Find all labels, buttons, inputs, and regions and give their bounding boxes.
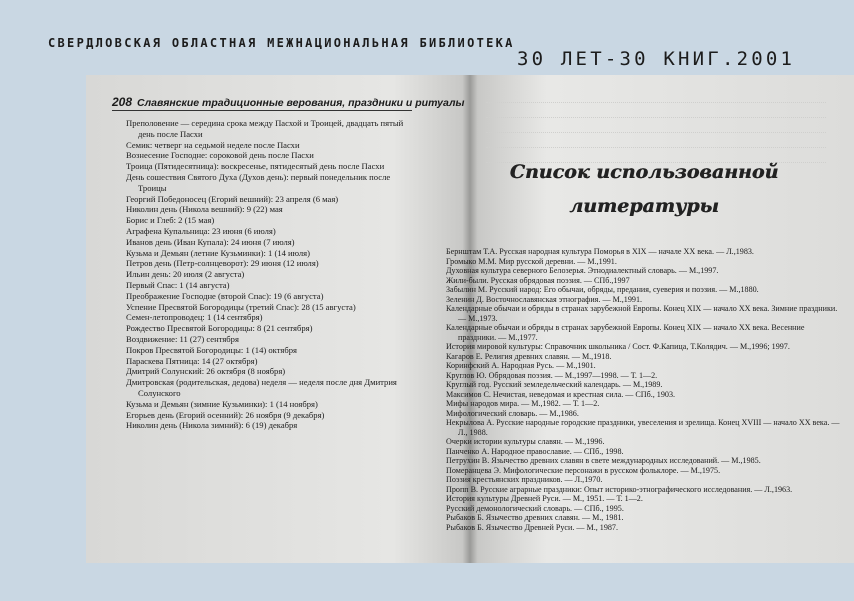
- reference-item: Очерки истории культуры славян. — М.,1996.: [446, 437, 605, 446]
- series-title: 30 ЛЕТ-30 КНИГ.2001: [517, 48, 796, 70]
- calendar-entry: Борис и Глеб: 2 (15 мая): [126, 215, 215, 226]
- calendar-entry: Дмитровская (родительская, дедова) неделя — неделя после дня Дмитрия Солунского: [126, 377, 397, 398]
- title-line-1: Список использованной: [509, 161, 779, 183]
- calendar-entry: День сошествия Святого Духа (Духов день): первый понедельник после Троицы: [126, 171, 391, 193]
- book-spread: [86, 75, 854, 563]
- running-head-text: Славянские традиционные верования, праздники и ритуалы: [137, 97, 465, 109]
- calendar-entry: Первый Спас: 1 (14 августа): [126, 279, 230, 290]
- calendar-entry: Рождество Пресвятой Богородицы: 8 (21 сентября): [126, 323, 313, 334]
- calendar-entry: Преполовение — середина срока между Пасхой и Троицей, двадцать пятый день после Пасхи: [126, 118, 404, 139]
- calendar-entry: Семик: четверг на седьмой неделе после Пасхи: [126, 139, 300, 150]
- calendar-entry: Иванов день (Иван Купала): 24 июня (7 июля): [126, 236, 295, 247]
- reference-item: Некрылова А. Русские народные городские праздники, увеселения и зрелища. Конец XVIII — начало XX века. — Л., 1988.: [446, 418, 840, 437]
- calendar-entries: [126, 118, 418, 431]
- calendar-entry: Успение Пресвятой Богородицы (третий Спас): 28 (15 августа): [126, 301, 356, 312]
- calendar-entry: Воздвижение: 11 (27) сентября: [126, 333, 239, 344]
- library-name: СВЕРДЛОВСКАЯ ОБЛАСТНАЯ МЕЖНАЦИОНАЛЬНАЯ БИБЛИОТЕКА: [48, 36, 515, 50]
- reference-item: Коринфский А. Народная Русь. — М.,1901.: [446, 361, 596, 370]
- calendar-entry: Николин день (Никола зимний): 6 (19) декабря: [126, 420, 298, 431]
- reference-item: Померанцева Э. Мифологические персонажи в русском фольклоре. — М.,1975.: [446, 465, 721, 475]
- reference-item: Календарные обычаи и обряды в странах зарубежной Европы. Конец XIX — начало XX века. Весенние праздники. — М.,1977.: [446, 323, 805, 342]
- reference-item: История культуры Древней Руси. — М., 1951. — Т. 1—2.: [446, 494, 643, 503]
- reference-item: Мифы народов мира. — М.,1982. — Т. 1—2.: [446, 399, 600, 408]
- reference-item: Максимов С. Нечистая, неведомая и крестная сила. — СПб., 1903.: [446, 389, 676, 399]
- reference-item: Круглый год. Русский земледельческий календарь. — М.,1989.: [446, 380, 663, 389]
- calendar-entry: Кузьма и Демьян (летние Кузьминки): 1 (14 июля): [126, 247, 310, 258]
- right-page: [426, 75, 854, 563]
- calendar-entry: Николин день (Никола вешний): 9 (22) мая: [126, 204, 283, 215]
- running-head: [112, 95, 465, 111]
- calendar-entry: Преображение Господне (второй Спас): 19 (6 августа): [126, 290, 324, 301]
- reference-item: Мифологический словарь. — М.,1986.: [446, 408, 579, 418]
- reference-item: Зеленин Д. Восточнославянская этнография. — М.,1991.: [446, 294, 643, 304]
- reference-item: Петрухин В. Язычество древних славян в свете международных исследований. — М.,1985.: [446, 456, 761, 465]
- reference-item: Громыко М.М. Мир русской деревни. — М.,1991.: [446, 256, 617, 266]
- reference-item: Бернштам Т.А. Русская народная культура Поморья в XIX — начале XX века. — Л.,1983.: [446, 247, 754, 256]
- title-line-2: литературы: [569, 195, 719, 217]
- reference-list: [446, 247, 841, 532]
- calendar-entry: Покров Пресвятой Богородицы: 1 (14) октября: [126, 344, 297, 355]
- calendar-entry: Кузьма и Демьян (зимние Кузьминки): 1 (14 ноября): [126, 398, 318, 409]
- reference-item: Духовная культура северного Белозерья. Этнодиалектный словарь. — М.,1997.: [446, 266, 719, 275]
- reference-item: Круглов Ю. Обрядовая поэзия. — М.,1997—1998. — Т. 1—2.: [446, 370, 658, 380]
- reference-item: Рыбаков Б. Язычество Древней Руси. — М., 1987.: [446, 522, 618, 532]
- calendar-entry: Аграфена Купальница: 23 июня (6 июля): [126, 225, 276, 236]
- reference-item: Забылин М. Русский народ: Его обычаи, обряды, предания, суеверия и поэзия. — М.,1880.: [446, 285, 759, 294]
- calendar-entry: Параскева Пятница: 14 (27 октября): [126, 355, 258, 366]
- reference-item: Календарные обычаи и обряды в странах зарубежной Европы. Конец XIX — начало XX века. Зимние праздники. — М.,1973.: [446, 304, 838, 323]
- reference-item: Рыбаков Б. Язычество древних славян. — М., 1981.: [446, 513, 624, 522]
- reference-item: Панченко А. Народное православие. — СПб., 1998.: [446, 446, 624, 456]
- reference-item: Русский демонологический словарь. — СПб., 1995.: [446, 503, 624, 513]
- calendar-entry: Вознесение Господне: сороковой день после Пасхи: [126, 150, 314, 161]
- calendar-entry: Егорьев день (Егорий осенний): 26 ноября (9 декабря): [126, 409, 325, 420]
- calendar-entry: Семен-летопроводец: 1 (14 сентября): [126, 312, 263, 323]
- reference-item: Пропп В. Русские аграрные праздники: Опыт историко-этнографического исследования. — Л.,1963.: [446, 484, 793, 494]
- reference-item: Жили-были. Русская обрядовая поэзия. — СПб.,1997: [446, 275, 630, 285]
- page-number: 208: [112, 95, 133, 109]
- reference-item: Кагаров Е. Религия древних славян. — М.,1918.: [446, 351, 612, 361]
- reference-item: История мировой культуры: Справочник школьника / Сост. Ф.Капица, Т.Колядич. — М.,1996; 1997.: [446, 342, 790, 351]
- calendar-entry: Троица (Пятидесятница): воскресенье, пятидесятый день после Пасхи: [126, 161, 385, 172]
- calendar-entry: Георгий Победоносец (Егорий вешний): 23 апреля (6 мая): [126, 193, 339, 204]
- left-page: [86, 75, 465, 563]
- calendar-entry: Дмитрий Солунский: 26 октября (8 ноября): [126, 366, 286, 377]
- reference-item: Поэзия крестьянских праздников. — Л.,1970.: [446, 475, 603, 484]
- bibliography-title: [484, 155, 804, 223]
- calendar-entry: Ильин день: 20 июля (2 августа): [126, 269, 245, 280]
- calendar-entry: Петров день (Петр-солнцеворот): 29 июня (12 июля): [126, 258, 319, 269]
